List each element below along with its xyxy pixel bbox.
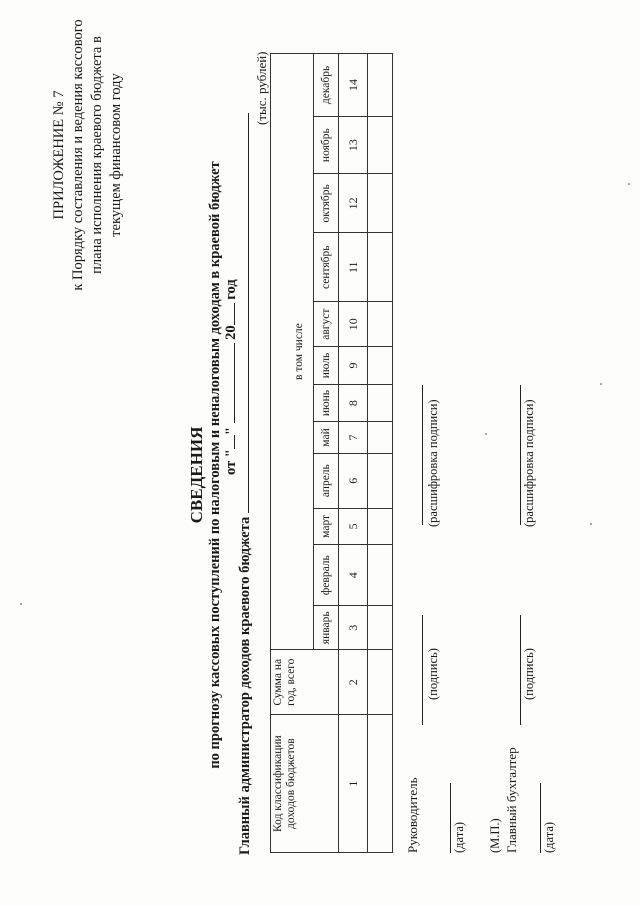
stamp-label: (М.П.) <box>488 818 502 853</box>
forecast-table <box>270 53 393 853</box>
scan-speck <box>20 604 22 606</box>
column-number: 2 <box>339 650 368 715</box>
header-in-total: в том числе <box>292 54 314 650</box>
admin-blank <box>236 113 249 513</box>
month-header: февраль <box>314 545 339 606</box>
appendix-line-2: плана исполнения краевого бюджета в <box>89 36 105 274</box>
column-number: 10 <box>339 302 368 347</box>
column-number: 3 <box>339 606 368 650</box>
column-number: 5 <box>339 508 368 544</box>
column-number: 1 <box>339 715 368 853</box>
month-header: декабрь <box>314 54 339 117</box>
accountant-decode-line <box>520 385 521 525</box>
month-header: июль <box>314 347 339 385</box>
table-row <box>368 54 393 853</box>
appendix-line-1: к Порядку составления и ведения кассового <box>70 19 86 291</box>
column-number: 6 <box>339 453 368 508</box>
header-code: Код классификации доходов бюджетов <box>271 715 339 853</box>
document-subtitle: по прогнозу кассовых поступлений по налоговым и неналоговым доходам в краевой бюджет <box>207 161 223 769</box>
table-cell <box>368 384 393 422</box>
admin-label: Главный администратор доходов краевого бюджета <box>237 516 253 855</box>
column-number: 9 <box>339 347 368 385</box>
head-decode-caption: (расшифровка подписи) <box>426 399 440 527</box>
head-date-line <box>450 783 451 853</box>
column-number: 7 <box>339 422 368 453</box>
document-title: СВЕДЕНИЯ <box>187 426 206 524</box>
month-header: сентябрь <box>314 233 339 302</box>
table-cell <box>368 715 393 853</box>
day-blank <box>222 435 235 449</box>
table-cell <box>368 347 393 385</box>
head-signature-caption: (подпись) <box>426 648 440 700</box>
table-cell <box>368 453 393 508</box>
appendix-number: ПРИЛОЖЕНИЕ № 7 <box>51 90 67 220</box>
table-cell <box>368 606 393 650</box>
date-century: 20 <box>223 325 239 340</box>
month-header: июнь <box>314 384 339 422</box>
accountant-signature-line <box>520 615 521 725</box>
head-signature-line <box>422 615 423 725</box>
head-date-caption: (дата) <box>452 821 466 853</box>
accountant-signature-caption: (подпись) <box>522 648 536 700</box>
table-cell <box>368 116 393 174</box>
appendix-header <box>50 5 126 305</box>
accountant-decode-caption: (расшифровка подписи) <box>522 399 536 527</box>
column-number: 8 <box>339 384 368 422</box>
date-year-word: год <box>223 279 239 300</box>
table-cell <box>368 233 393 302</box>
column-number: 13 <box>339 116 368 174</box>
scan-speck <box>600 384 602 386</box>
column-number: 12 <box>339 174 368 233</box>
head-label: Руководитель <box>405 777 420 853</box>
month-header: май <box>314 422 339 453</box>
scan-speck <box>485 434 487 436</box>
date-prefix: от " <box>223 449 239 475</box>
accountant-date-caption: (дата) <box>542 821 556 853</box>
table-cell <box>368 422 393 453</box>
table-cell <box>368 650 393 715</box>
table-cell <box>368 302 393 347</box>
units-label: (тыс. рублей) <box>254 51 269 125</box>
header-blank <box>271 54 293 650</box>
month-header: январь <box>314 606 339 650</box>
head-decode-line <box>422 385 423 525</box>
table-cell <box>368 508 393 544</box>
month-blank <box>222 343 235 423</box>
month-header: март <box>314 508 339 544</box>
column-number: 4 <box>339 545 368 606</box>
month-header: август <box>314 302 339 347</box>
column-number: 14 <box>339 54 368 117</box>
table-cell <box>368 174 393 233</box>
header-total: Сумма на год, всего <box>271 650 339 715</box>
month-header: ноябрь <box>314 116 339 174</box>
appendix-line-3: текущем финансовом году <box>108 73 124 237</box>
month-header: октябрь <box>314 174 339 233</box>
accountant-label: Главный бухгалтер <box>504 747 519 853</box>
accountant-date-line <box>540 783 541 853</box>
scan-speck <box>628 184 630 186</box>
date-quote: " <box>223 427 239 436</box>
table-cell <box>368 54 393 117</box>
month-header: апрель <box>314 453 339 508</box>
table-cell <box>368 545 393 606</box>
admin-line <box>236 113 254 855</box>
column-number: 11 <box>339 233 368 302</box>
year-blank <box>222 303 235 325</box>
scan-speck <box>590 524 592 526</box>
